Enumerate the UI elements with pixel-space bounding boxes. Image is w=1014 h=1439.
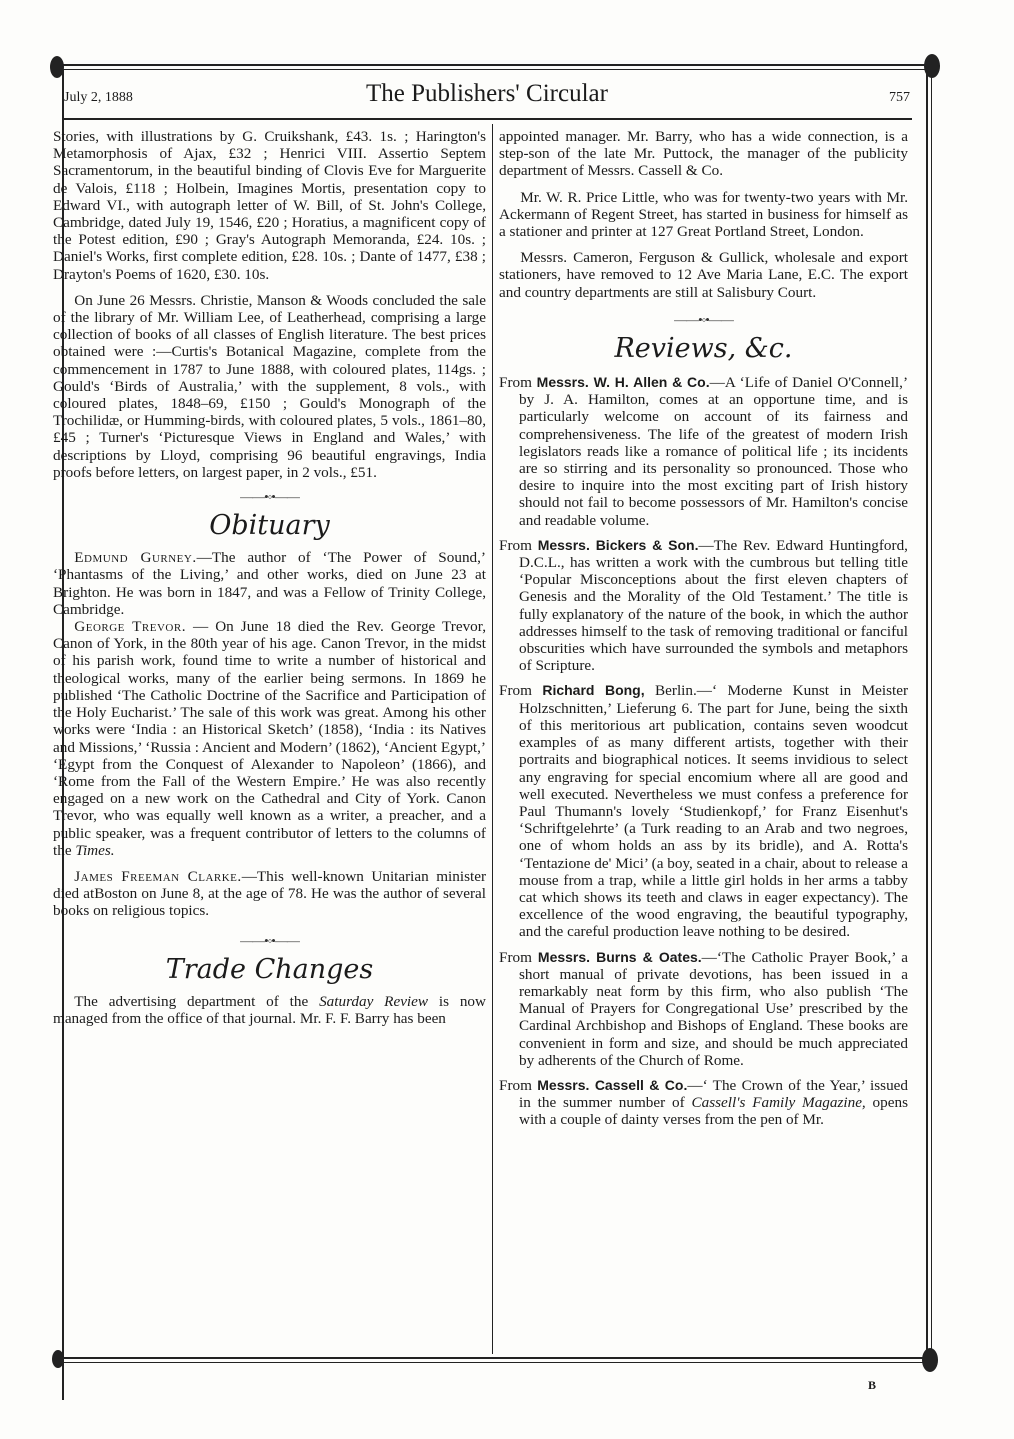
obituary-text: —The author of ‘The Power of Sound,’ ‘Phantasms of the Living,’ and other works, died on June 23 at Brighton. He was born in 1847, and was a Fellow of Trinity College, Cambridge.	[53, 549, 486, 618]
sale-paragraph-continued: Stories, with illustrations by G. Cruikshank, £43. 1s. ; Harington's Metamorphosis of Ajax, £32 ; Henrici VIII. Assertio Septem Sacramentorum, in the beautiful binding of Clovis Eve for Marguerite de Valois, £118 ; Holbein, Imagines Mortis, presentation copy to Edward VI., with autograph letter of W. Bill, of St. John's College, Cambridge, dated July 19, 1546, £20 ; Horatius, a magnificent copy of the Potest edition, £90 ; Gray's Autograph Memoranda, £24. 10s. ; Daniel's Works, first complete edition, £28. 10s. ; Dante of 1477, £38 ; Drayton's Poems of 1620, £30. 10s.	[53, 128, 486, 283]
bottom-rule	[60, 1357, 932, 1359]
column-divider	[492, 124, 493, 1354]
obituary-name: James Freeman Clarke.	[74, 867, 242, 885]
magazine-title: Cassell's Family Magazine,	[691, 1094, 866, 1112]
lee-library-sale-paragraph: On June 26 Messrs. Christie, Manson & Woods concluded the sale of the library of Mr. William Lee, of Leatherhead, comprising a large collection of books of all classes of English literature. The best prices obtained were :—Curtis's Botanical Magazine, complete from the commencement in 1787 to June 1888, with coloured plates, 114gs. ; Gould's ‘Birds of Australia,’ with the supplement, 8 vols., with coloured plates, 1848–69, £150 ; Gould's Monograph of the Trochilidæ, or Humming-birds, with coloured plates, 5 vols., 1861–80, £45 ; Turner's ‘Picturesque Views in England and Wales,’ with descriptions by Lloyd, comprising 96 beautiful engravings, India proofs before letters, on largest paper, in 2 vols., £51.	[53, 291, 486, 481]
reviews-heading: Reviews, &c.	[614, 333, 793, 365]
obituary-heading: Obituary	[209, 510, 330, 542]
obituary-name: Edmund Gurney.	[74, 549, 197, 567]
bottom-rule-thin	[60, 1362, 932, 1363]
top-rule	[60, 64, 932, 66]
obituary-text: —This well-known Unitarian minister died atBoston on June 8, at the age of 78. He was the author of several books on religious topics.	[53, 867, 486, 920]
bottom-right-ornament-icon	[922, 1348, 938, 1372]
right-border-rule	[926, 70, 928, 1365]
review-burns-oates: From Messrs. Burns & Oates.—‘The Catholic Prayer Book,’ a short manual of private devotions, has been issued in a remarkably neat form by this firm, who also publish ‘The Manual of Prayers for Congregational Use’ prescribed by the Cardinal Archbishop and Bishops of England. These books are convenient in form and size, and should be much appreciated by adherents of the Church of Rome.	[499, 948, 908, 1069]
times-title: Times.	[75, 841, 115, 859]
right-border-rule-thin	[931, 70, 932, 1365]
top-rule-thin	[60, 69, 932, 70]
publisher-name: Messrs. Burns & Oates.	[537, 948, 702, 965]
review-bong: From Richard Bong, Berlin.—‘ Moderne Kunst in Meister Holzschnitten,’ Lieferung 6. The part for June, being the sixth of this meritorious art publication, contains seven woodcut examples of as many different artists, together with their portraits and biographical notices. It seems invidious to select any engraving for special encomium where all are good and well executed. Nevertheless we must confess a preference for Paul Thumann's lovely ‘Studienkopf,’ for Franz Eisenhut's ‘Schriftgelehrte’ (a Turk reading to an Arab and two negroes, one of whom holds an ass by its bridle), and A. Rotta's ‘Tentazione de' Mici’ (a boy, seated in a chair, about to release a mouse from a trap, while a little girl holds in her arms a tabby cat which shows its teeth and claws in eager expectancy). The excellence of the wood engraving, the beautiful typography, and the careful production leave nothing to be desired.	[499, 682, 908, 941]
obituary-text: — On June 18 died the Rev. George Trevor, Canon of York, in the 80th year of his age. Canon Trevor, in the midst of his parish work, found time to write a number of historical and theological works, many of the earlier being sermons. In 1869 he published ‘The Catholic Doctrine of the Sacrifice and Participation of the Holy Eucharist.’ The sale of this work was great. Among his other works were ‘India : an Historical Sketch’ (1858), ‘India : its Natives and Missions,’ ‘Russia : Ancient and Modern’ (1862), ‘Ancient Egypt,’ ‘Egypt from the Conquest of Alexander to Napoleon’ (1866), and ‘Rome from the Fall of the Western Empire.’ He was also recently engaged on a new work on the Cathedral and City of York. Canon Trevor, who was equally well known as a writer, a preacher, and a public speaker, was a frequent contributor of letters to the columns of the	[53, 618, 486, 859]
obituary-clarke	[53, 868, 486, 920]
section-ornament: ——•◦•——	[240, 932, 299, 948]
running-header	[64, 80, 910, 110]
obituary-trevor	[53, 618, 486, 859]
publisher-name: Messrs. Bickers & Son.	[537, 536, 699, 553]
signature-mark: B	[868, 1378, 877, 1392]
obituary-gurney	[53, 549, 486, 618]
cameron-ferguson-paragraph: Messrs. Cameron, Ferguson & Gullick, wholesale and export stationers, have removed to 12 Ave Maria Lane, E.C. The export and country departments are still at Salisbury Court.	[499, 249, 908, 301]
obituary-name: George Trevor.	[74, 618, 186, 636]
section-ornament: ——•◦•——	[240, 489, 299, 505]
right-column	[499, 128, 908, 1354]
issue-date: July 2, 1888	[64, 90, 133, 105]
header-rule	[64, 118, 912, 120]
review-cassell: From Messrs. Cassell & Co.—‘ The Crown of the Year,’ issued in the summer number of Cassell's Family Magazine, opens with a couple of dainty verses from the pen of Mr.	[499, 1076, 908, 1129]
review-allen: From Messrs. W. H. Allen & Co.—A ‘Life of Daniel O'Connell,’ by J. A. Hamilton, comes at an opportune time, and is particularly welcome on account of its fairness and comprehensiveness. The life of the greatest of modern Irish legislators reads like a romance of political life ; its incidents are so stirring and its personality so pronounced. Those who desire to inquire into the most exciting part of Irish history should not fail to become possessors of Mr. Hamilton's concise and readable volume.	[499, 374, 908, 529]
review-bickers: From Messrs. Bickers & Son.—The Rev. Edward Huntingford, D.C.L., has written a work with the cumbrous but telling title ‘Popular Misconceptions about the first eleven chapters of Genesis and the Morality of the Old Testament.’ The title is fully explanatory of the nature of the book, in which the author addresses himself to the task of removing traditional or fanciful obscurities which have surrounded the symbols and metaphors of Scripture.	[499, 536, 908, 675]
trade-changes-heading: Trade Changes	[165, 953, 374, 985]
barry-paragraph-continued: appointed manager. Mr. Barry, who has a wide connection, is a step-son of the late Mr. Puttock, the manager of the publicity department of Messrs. Cassell & Co.	[499, 128, 908, 180]
publisher-name: Messrs. Cassell & Co.	[537, 1076, 688, 1093]
publisher-name: Richard Bong,	[542, 682, 645, 699]
saturday-review-title: Saturday Review	[319, 992, 429, 1010]
left-column	[53, 128, 486, 1354]
publisher-name: Messrs. W. H. Allen & Co.	[536, 374, 710, 391]
journal-title: The Publishers' Circular	[366, 80, 608, 107]
section-ornament: ——•◦•——	[674, 311, 733, 327]
trade-saturday-review: The advertising department of the Saturday Review is now managed from the office of that journal. Mr. F. F. Barry has been	[53, 992, 486, 1027]
price-little-paragraph: Mr. W. R. Price Little, who was for twenty-two years with Mr. Ackermann of Regent Street, has started in business for himself as a stationer and printer at 127 Great Portland Street, London.	[499, 188, 908, 241]
page-number: 757	[889, 90, 910, 105]
